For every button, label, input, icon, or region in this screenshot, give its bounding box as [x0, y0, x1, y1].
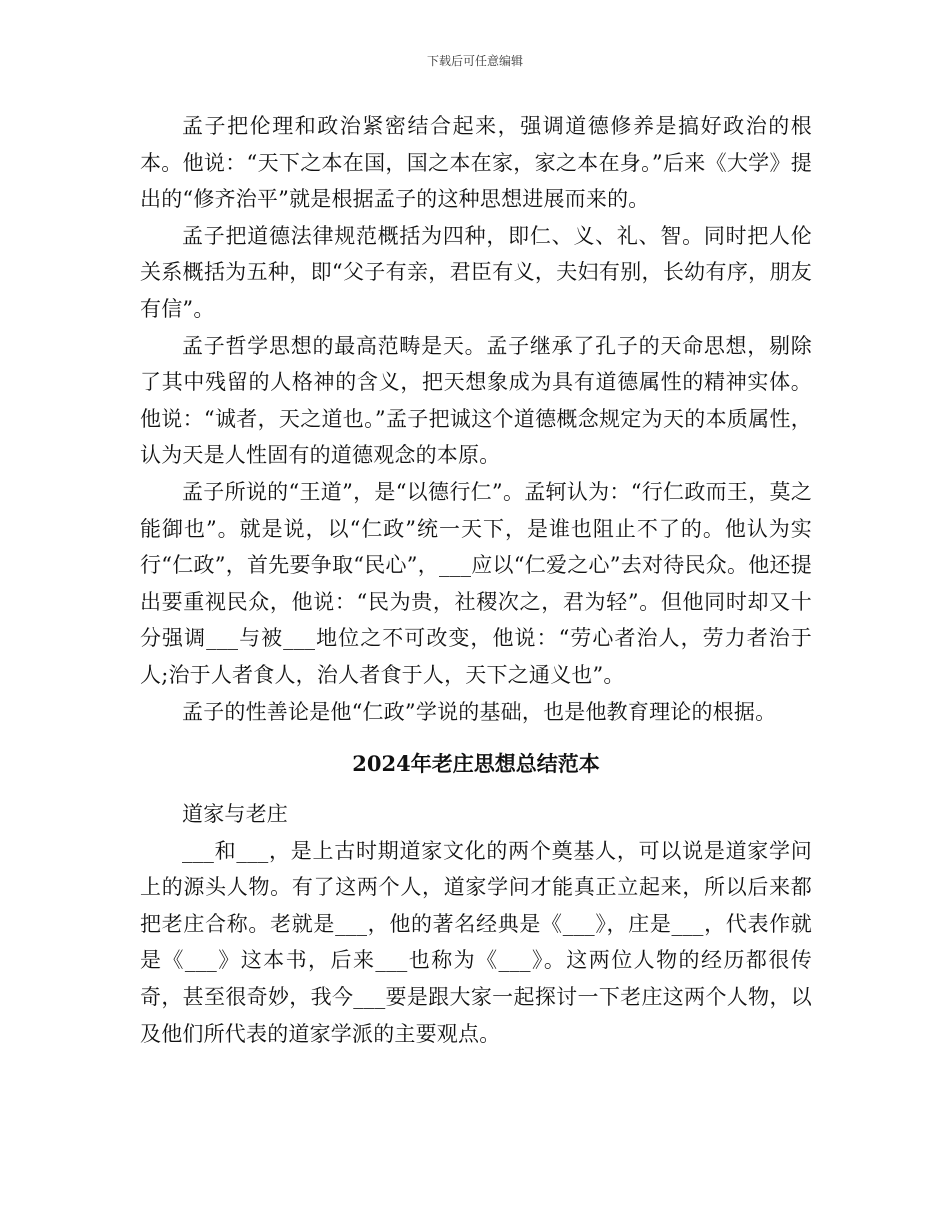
paragraph: ___和___，是上古时期道家文化的两个奠基人，可以说是道家学问上的源头人物。有了这两个人，道家学问才能真正立起来，所以后来都把老庄合称。老就是___，他的著名经典是《___》，庄是___，代表作就是《___》这本书，后来___也称为《___》。这两位人物的经历都很传奇，甚至很奇妙，我今___要是跟大家一起探讨一下老庄这两个人物，以及他们所代表的道家学派的主要观点。: [140, 838, 812, 1046]
subheading: 道家与老庄: [182, 802, 288, 827]
paragraph: 孟子把道德法律规范概括为四种，即仁、义、礼、智。同时把人伦关系概括为五种，即“父子有亲，君臣有义，夫妇有别，长幼有序，朋友有信”。: [140, 223, 812, 321]
page-header: 下载后可任意编辑: [426, 54, 523, 68]
paragraph: 孟子哲学思想的最高范畴是天。孟子继承了孔子的天命思想，剔除了其中残留的人格神的含义，把天想象成为具有道德属性的精神实体。他说：“诚者，天之道也。”孟子把诚这个道德概念规定为天的本质属性，认为天是人性固有的道德观念的本原。: [140, 333, 812, 468]
paragraph: 孟子所说的“王道”，是“以德行仁”。孟轲认为：“行仁政而王，莫之能御也”。就是说，以“仁政”统一天下，是谁也阻止不了的。他认为实行“仁政”，首先要争取“民心”，___应以“仁爱之心”去对待民众。他还提出要重视民众，他说：“民为贵，社稷次之，君为轻”。但他同时却又十分强调___与被___地位之不可改变，他说：“劳心者治人，劳力者治于人;治于人者食人，治人者食于人，天下之通义也”。: [140, 479, 812, 687]
document-body: [140, 108, 812, 1052]
paragraph: 孟子把伦理和政治紧密结合起来，强调道德修养是搞好政治的根本。他说：“天下之本在国，国之本在家，家之本在身。”后来《大学》提出的“修齐治平”就是根据孟子的这种思想进展而来的。: [140, 114, 812, 212]
section-title: 2024年老庄思想总结范本: [352, 751, 600, 777]
paragraph: 孟子的性善论是他“仁政”学说的基础，也是他教育理论的根据。: [182, 699, 777, 724]
